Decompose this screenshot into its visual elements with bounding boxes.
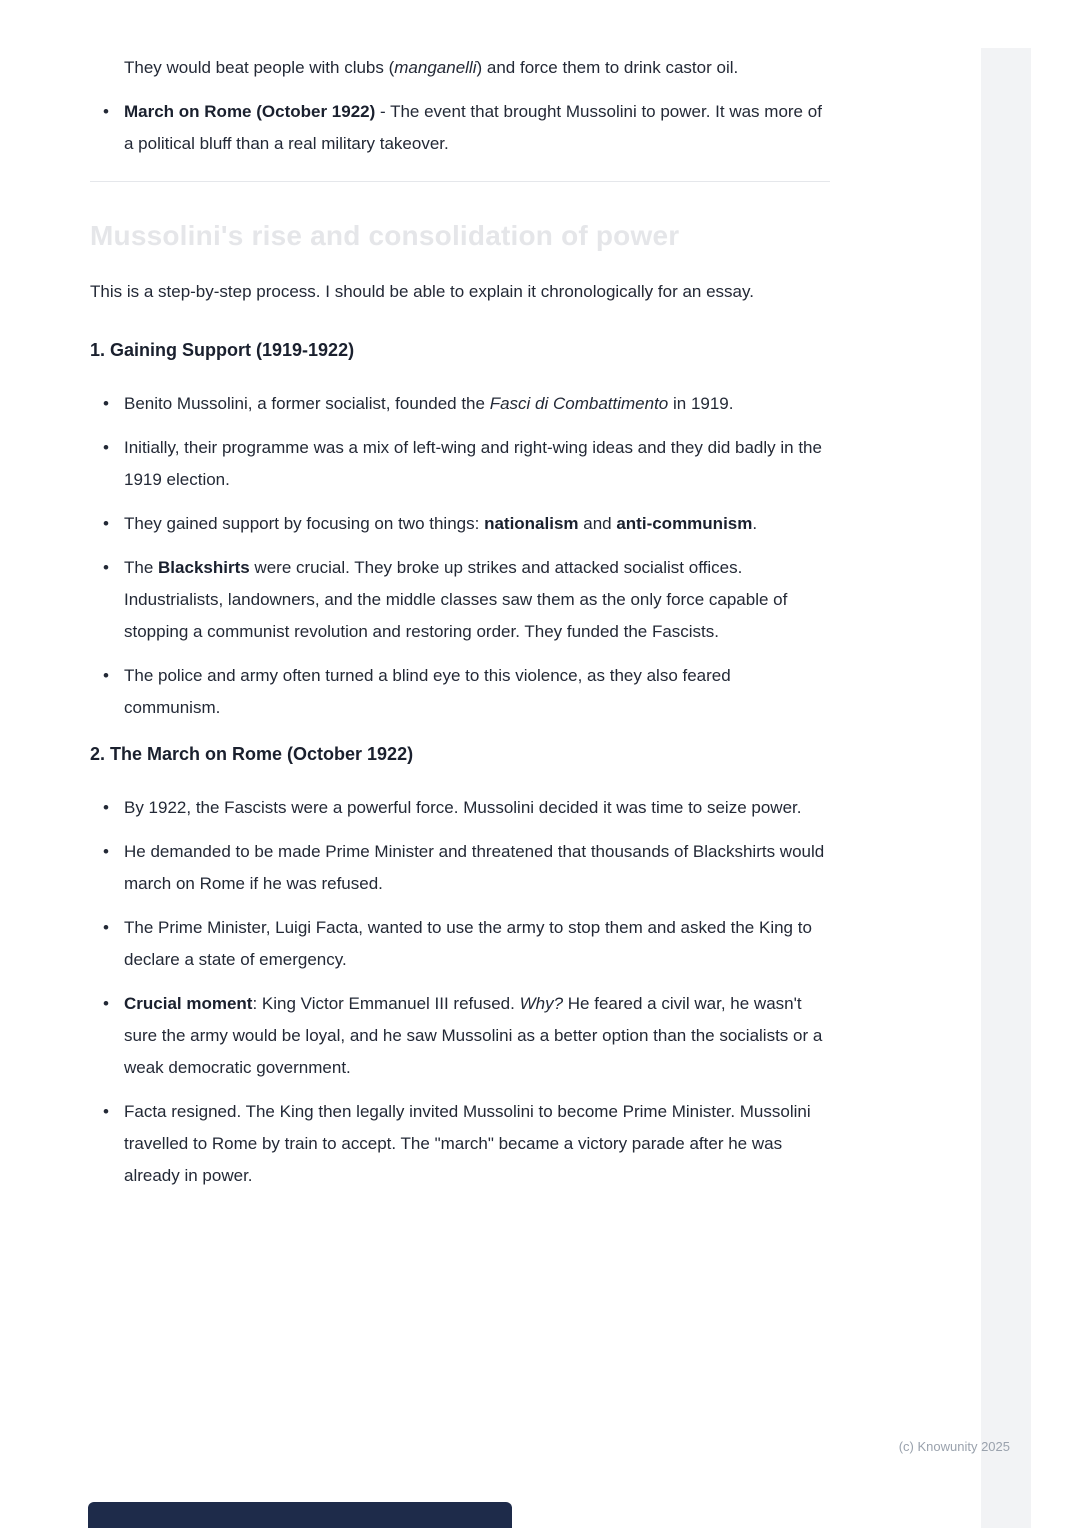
text-segment: By 1922, the Fascists were a powerful force. Mussolini decided it was time to seize power.	[124, 798, 802, 817]
page-title: Mussolini's rise and consolidation of power	[90, 220, 680, 251]
bullet-list-gaining-support	[90, 388, 830, 724]
text-segment: The	[124, 558, 159, 577]
text-segment: : King Victor Emmanuel III refused.	[252, 994, 520, 1013]
text-segment: He feared a civil war, he wasn't sure the army would be loyal, and he saw Mussolini as a better option than the socialists or a weak democratic government.	[124, 994, 823, 1077]
list-item	[90, 988, 830, 1084]
bullet-list-top	[90, 96, 830, 160]
subsection-heading-2: 2. The March on Rome (October 1922)	[90, 744, 414, 764]
list-item-text	[124, 1102, 811, 1185]
text-segment: Crucial moment	[124, 994, 253, 1013]
list-item	[90, 508, 830, 540]
list-item-text	[124, 558, 787, 641]
bullet-marker: •	[103, 994, 109, 1013]
list-item-text	[124, 666, 731, 717]
bullet-list-march-on-rome	[90, 792, 830, 1192]
list-item-text	[124, 798, 801, 817]
bullet-marker: •	[103, 666, 109, 685]
bullet-marker: •	[103, 798, 109, 817]
scrollbar-track[interactable]	[981, 48, 1031, 1528]
text-segment: anti-communism	[616, 514, 753, 533]
text-segment: The Prime Minister, Luigi Facta, wanted to use the army to stop them and asked the King to declare a state of emergency.	[124, 918, 812, 969]
bullet-marker: •	[103, 558, 109, 577]
list-item	[90, 660, 830, 724]
list-item-text	[124, 918, 812, 969]
intro-paragraph: This is a step-by-step process. I should be able to explain it chronologically for an essay.	[90, 282, 754, 301]
text-segment: - The event that brought Mussolini to power. It was more of a political bluff than a real military takeover.	[124, 102, 822, 153]
text-segment: were crucial. They broke up strikes and attacked socialist offices. Industrialists, landowners, and the middle classes saw them as the only force capable of stopping a communist revolution and restoring order. They funded the Fascists.	[124, 558, 788, 641]
list-item-text	[124, 994, 822, 1077]
bullet-marker: •	[103, 514, 109, 533]
text-segment: Facta resigned. The King then legally invited Mussolini to become Prime Minister. Mussolini travelled to Rome by train to accept. The "march" became a victory parade after he was already in power.	[124, 1102, 811, 1185]
list-item	[90, 552, 830, 648]
bullet-marker: •	[103, 394, 109, 413]
bullet-marker: •	[103, 438, 109, 457]
text-segment: Blackshirts	[158, 558, 250, 577]
list-item-text	[124, 842, 824, 893]
text-segment: and	[578, 514, 617, 533]
text-segment: March on Rome (October 1922)	[124, 102, 376, 121]
list-item-text	[124, 438, 822, 489]
notes-document	[90, 52, 830, 1208]
paragraph-continuation	[90, 52, 830, 84]
list-item	[90, 96, 830, 160]
text-segment: Initially, their programme was a mix of left-wing and right-wing ideas and they did badly in the 1919 election.	[124, 438, 822, 489]
bullet-marker: •	[103, 102, 109, 121]
list-item-text	[124, 102, 822, 153]
text-segment: The police and army often turned a blind eye to this violence, as they also feared communism.	[124, 666, 731, 717]
list-item-text	[124, 514, 757, 533]
list-item	[90, 1096, 830, 1192]
section-divider	[90, 181, 830, 182]
text-segment: .	[752, 514, 758, 533]
bullet-marker: •	[103, 1102, 109, 1121]
list-item	[90, 836, 830, 900]
copyright-note: (c) Knowunity 2025	[898, 1439, 1010, 1454]
subsection-heading-1: 1. Gaining Support (1919-1922)	[90, 340, 355, 360]
text-segment: ) and force them to drink castor oil.	[476, 58, 739, 77]
text-segment: He demanded to be made Prime Minister and threatened that thousands of Blackshirts would march on Rome if he was refused.	[124, 842, 825, 893]
list-item	[90, 388, 830, 420]
text-segment: They would beat people with clubs (	[124, 58, 395, 77]
text-segment: They gained support by focusing on two things:	[124, 514, 485, 533]
list-item	[90, 792, 830, 824]
text-segment: Benito Mussolini, a former socialist, founded the	[124, 394, 490, 413]
text-segment: in 1919.	[668, 394, 734, 413]
list-item	[90, 432, 830, 496]
text-segment: nationalism	[484, 514, 579, 533]
text-segment: Why?	[519, 994, 564, 1013]
text-segment: manganelli	[394, 58, 477, 77]
bullet-marker: •	[103, 918, 109, 937]
text-segment: Fasci di Combattimento	[489, 394, 669, 413]
bullet-marker: •	[103, 842, 109, 861]
section-gaining-support	[90, 336, 830, 724]
list-item	[90, 912, 830, 976]
bottom-bar	[88, 1502, 512, 1528]
list-item-text	[124, 394, 734, 413]
section-march-on-rome	[90, 740, 830, 1192]
